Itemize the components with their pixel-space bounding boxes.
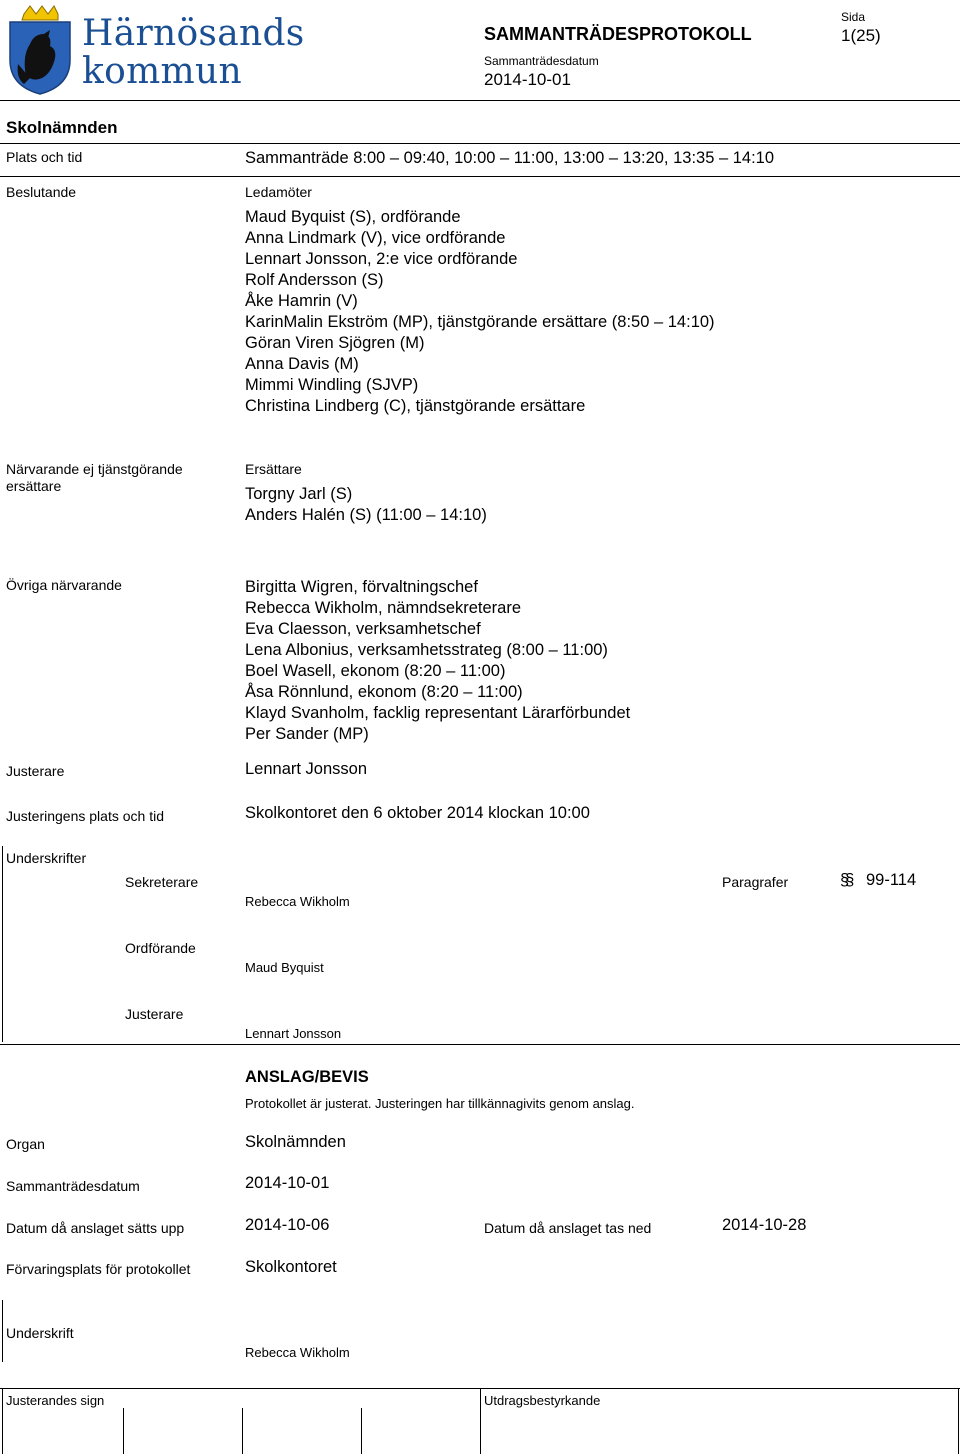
adjust-place-value: Skolkontoret den 6 oktober 2014 klockan 10:00 [245, 804, 590, 822]
place-time-divider [0, 176, 960, 177]
list-item: KarinMalin Ekström (MP), tjänstgörande ersättare (8:50 – 14:10) [245, 313, 715, 331]
signature-name: Rebecca Wikholm [245, 1345, 350, 1360]
list-item: Boel Wasell, ekonom (8:20 – 11:00) [245, 662, 506, 680]
paragraphs-value: 99-114 [866, 871, 917, 889]
document-type: SAMMANTRÄDESPROTOKOLL [484, 24, 752, 44]
footer-cell-divider [123, 1408, 124, 1454]
footer-cell-divider [480, 1388, 481, 1454]
secretary-name: Rebecca Wikholm [245, 894, 350, 909]
paragraphs-label: Paragrafer [722, 874, 789, 890]
signature-label: Underskrift [6, 1325, 74, 1341]
paragraph-symbol-icon: §§ [840, 871, 851, 889]
notice-title: ANSLAG/BEVIS [245, 1068, 369, 1086]
list-item: Anna Davis (M) [245, 355, 359, 373]
storage-value: Skolkontoret [245, 1258, 337, 1276]
list-item: Lennart Jonsson, 2:e vice ordförande [245, 250, 518, 268]
secretary-label: Sekreterare [125, 874, 199, 890]
list-item: Per Sander (MP) [245, 725, 369, 743]
storage-label: Förvaringsplats för protokollet [6, 1261, 191, 1277]
posted-date-label: Datum då anslaget sätts upp [6, 1220, 185, 1236]
substitutes-list [245, 484, 487, 526]
members-sublabel: Ledamöter [245, 184, 312, 200]
sign-adjuster-label: Justerare [125, 1006, 184, 1022]
list-item: Rolf Andersson (S) [245, 271, 384, 289]
header-divider [0, 100, 960, 101]
logo-line-2: kommun [82, 51, 242, 92]
sign-adjuster-name: Lennart Jonsson [245, 1026, 342, 1041]
list-item: Christina Lindberg (C), tjänstgörande ersättare [245, 397, 586, 415]
chair-name: Maud Byquist [245, 960, 324, 975]
footer-right-label: Utdragsbestyrkande [484, 1393, 601, 1408]
adjust-place-label: Justeringens plats och tid [6, 808, 164, 824]
substitutes-label-line-2: ersättare [6, 478, 62, 494]
deciding-label: Beslutande [6, 184, 77, 200]
footer-cell-divider [361, 1408, 362, 1454]
municipality-logo [4, 4, 305, 96]
footer-cell-divider [242, 1408, 243, 1454]
notice-date-value: 2014-10-01 [245, 1174, 330, 1192]
footer-cell-divider [958, 1388, 959, 1454]
adjuster-label: Justerare [6, 763, 65, 779]
list-item: Lena Albonius, verksamhetsstrateg (8:00 – 11:00) [245, 641, 608, 659]
substitutes-sublabel: Ersättare [245, 461, 302, 477]
meeting-date-label: Sammanträdesdatum [484, 54, 599, 68]
organ-label: Organ [6, 1136, 45, 1152]
deciding-members-list [245, 207, 715, 417]
chair-label: Ordförande [125, 940, 196, 956]
list-item: Torgny Jarl (S) [245, 485, 353, 503]
signatures-label: Underskrifter [6, 850, 87, 866]
substitutes-label-line-1: Närvarande ej tjänstgörande [6, 461, 183, 477]
place-time-value: Sammanträde 8:00 – 09:40, 10:00 – 11:00, 13:00 – 13:20, 13:35 – 14:10 [245, 149, 775, 167]
removed-date-value: 2014-10-28 [722, 1216, 807, 1234]
others-list [245, 577, 630, 745]
organ-value: Skolnämnden [245, 1133, 346, 1151]
list-item: Åsa Rönnlund, ekonom (8:20 – 11:00) [245, 683, 523, 701]
list-item: Maud Byquist (S), ordförande [245, 208, 461, 226]
notice-text: Protokollet är justerat. Justeringen har tillkännagivits genom anslag. [245, 1096, 635, 1111]
signatures-divider [0, 1044, 960, 1045]
list-item: Anna Lindmark (V), vice ordförande [245, 229, 506, 247]
footer-left-label: Justerandes sign [6, 1393, 105, 1408]
signature-vertical-rule [2, 846, 3, 1042]
removed-date-label: Datum då anslaget tas ned [484, 1220, 652, 1236]
list-item: Mimmi Windling (SJVP) [245, 376, 419, 394]
logo-line-1: Härnösands [82, 13, 305, 54]
footer-cell-divider [2, 1388, 3, 1454]
place-time-label: Plats och tid [6, 149, 83, 165]
list-item: Klayd Svanholm, facklig representant Lärarförbundet [245, 704, 631, 722]
committee-name: Skolnämnden [6, 118, 118, 137]
list-item: Birgitta Wigren, förvaltningschef [245, 578, 478, 596]
adjuster-value: Lennart Jonsson [245, 760, 368, 778]
meeting-date: 2014-10-01 [484, 70, 571, 89]
list-item: Göran Viren Sjögren (M) [245, 334, 425, 352]
list-item: Åke Hamrin (V) [245, 292, 358, 310]
notice-date-label: Sammanträdesdatum [6, 1178, 140, 1194]
committee-divider [0, 143, 960, 144]
coat-of-arms-icon [4, 4, 76, 96]
page-label: Sida [841, 10, 866, 24]
posted-date-value: 2014-10-06 [245, 1216, 330, 1234]
notice-vertical-rule [2, 1300, 3, 1362]
others-label: Övriga närvarande [6, 577, 122, 593]
list-item: Rebecca Wikholm, nämndsekreterare [245, 599, 522, 617]
page-number: 1(25) [841, 26, 881, 45]
list-item: Anders Halén (S) (11:00 – 14:10) [245, 506, 487, 524]
list-item: Eva Claesson, verksamhetschef [245, 620, 481, 638]
